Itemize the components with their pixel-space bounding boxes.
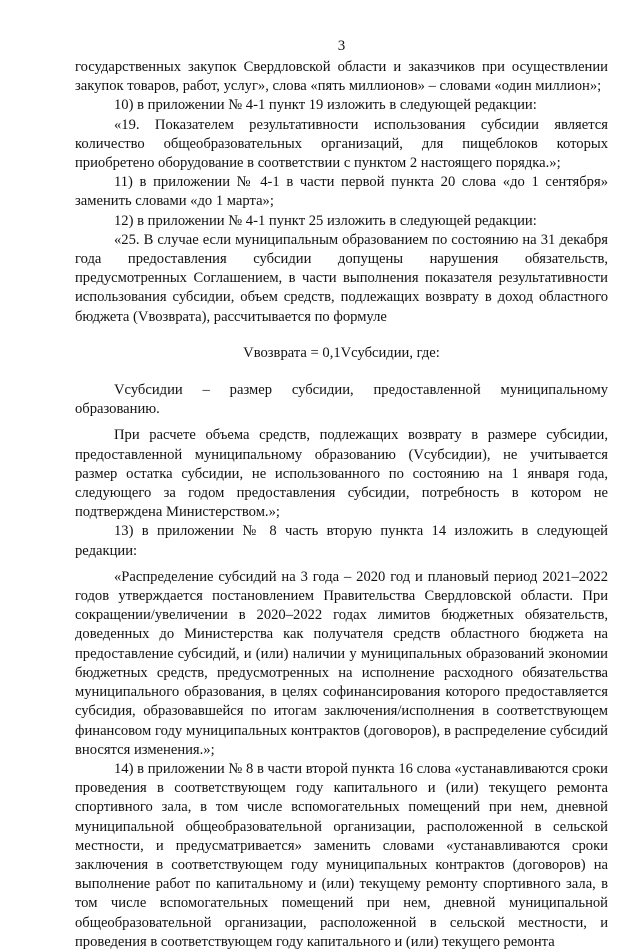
paragraph-item-10: 10) в приложении № 4-1 пункт 19 изложить в следующей редакции: [114,97,537,114]
page-number: 3 [337,38,346,54]
paragraph-item-12: 12) в приложении № 4-1 пункт 25 изложить в следующей редакции: [114,212,537,229]
paragraph-distribution-quote: «Распределение субсидий на 3 года – 2020 год и плановый период 2021–2022 годов утверждается постановлением Правительства Свердловской области. При сокращении/увеличении в 2020–2022 годах лимитов бюджетных обязательств, доведенных до Министерства как получателя средств областного бюджета на предоставление субсидий, и (или) наличии у муниципальных образований экономии бюджетных средств, предусмотренных на исполнение расходного обязательства муниципального образования, в целях софинансирования которого предоставляется субсидия, образовавшейся по итогам заключения/исполнения в соответствующем финансовом году муниципальных контрактов (договоров), в распределение субсидий вносятся изменения.»; [75,568,608,758]
paragraph-point-19: «19. Показателем результативности использования субсидии является количество общеобразовательных организаций, для пищеблоков которых приобретено оборудование в соответствии с пунктом 2 настоящего порядка.»; [75,116,608,172]
formula: Vвозврата = 0,1Vсубсидии, где: [243,344,440,361]
document-page [75,38,608,952]
paragraph-v-subsidy-definition: Vсубсидии – размер субсидии, предоставленной муниципальному образованию. [75,382,608,418]
paragraph-calculation-note: При расчете объема средств, подлежащих возврату в размере субсидии, предоставленной муниципальному образованию (Vсубсидии), не учитывается размер остатка субсидии, не использованного по состоянию на 1 января года, следующего за годом предоставления субсидии, потребность в котором не подтверждена Министерством.»; [75,427,608,521]
paragraph-continuation: государственных закупок Свердловской области и заказчиков при осуществлении закупок товаров, работ, услуг», слова «пять миллионов» – словами «один миллион»; [75,59,608,95]
paragraph-item-13: 13) в приложении № 8 часть вторую пункта 14 изложить в следующей редакции: [75,523,608,559]
paragraph-point-25: «25. В случае если муниципальным образованием по состоянию на 31 декабря года предоставления субсидии допущены нарушения обязательств, предусмотренных Соглашением, в части выполнения показателя результативности использования субсидии, объем средств, подлежащих возврату в доход областного бюджета (Vвозврата), рассчитывается по формуле [75,231,608,325]
paragraph-item-11: 11) в приложении № 4-1 в части первой пункта 20 слова «до 1 сентября» заменить словами «до 1 марта»; [75,174,608,210]
paragraph-item-14: 14) в приложении № 8 в части второй пункта 16 слова «устанавливаются сроки проведения в соответствующем году капитального и (или) текущего ремонта спортивного зала, в том числе вспомогательных помещений при нем, дневной муниципальной общеобразовательной организации, расположенной в сельской местности, и предусматривается» заменить словами «устанавливаются сроки заключения в соответствующем году муниципальных контрактов (договоров) на выполнение работ по капитальному и (или) текущему ремонту спортивного зала, в том числе вспомогательных помещений при нем, дневной муниципальной общеобразовательной организации, расположенной в сельской местности, и проведения в соответствующем году капитального и (или) текущего ремонта [75,760,608,950]
